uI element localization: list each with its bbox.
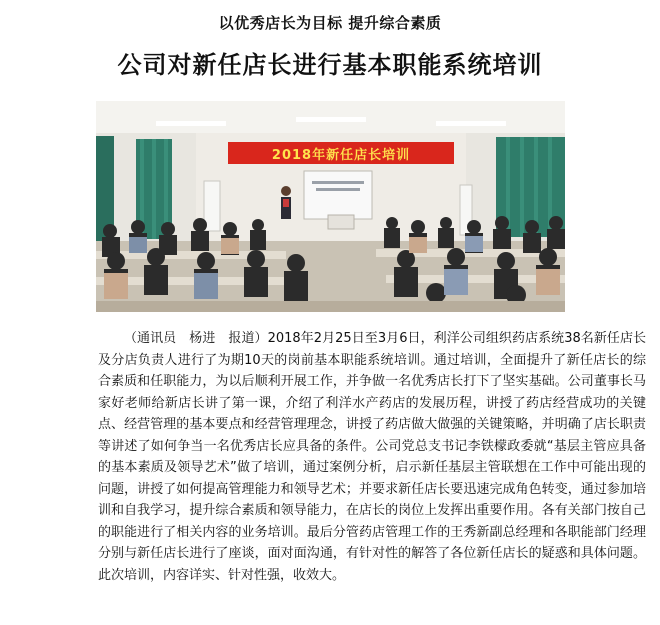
photo-banner-text: 2018年新任店长培训 bbox=[271, 147, 411, 163]
article-subtitle: 以优秀店长为目标 提升综合素质 bbox=[218, 14, 442, 32]
article-body: （通讯员 杨进 报道）2018年2月25日至3月6日，利洋公司组织药店系统38名新任店长及分店负责人进行了为期10天的岗前基本职能系统培训。通过培训，全面提升了新任店长的综合素质和任职能力，为以后顺利开展工作，并争做一名优秀店长打下了坚实基础。公司董事长马家好老师给新店长讲了第一课，介绍了利洋水产药店的发展历程，讲授了药店经营成功的关键点、经营管理的基本要点和经营管理理念，讲授了药店做大做强的关键策略，并明确了店长职责等讲述了如何争当一名优秀店长应具备的条件。公司党总支书记李铁檬政委就“基层主管应具备的基本素质及领导艺术”做了培训，通过案例分析，启示新任基层主管联想在工作中可能出现的问题，讲授了如何提高管理能力和领导艺术；并要求新任店长要迅速完成角色转变，通过参加培训和自我学习，提升综合素质和领导能力，在店长的岗位上发挥出重要作用。各有关部门按自己的职能进行了相关内容的业务培训。最后分管药店管理工作的王秀新副总经理和各职能部门经理分别与新任店长进行了座谈，面对面沟通，有针对性的解答了各位新任店长的疑惑和具体问题。此次培训，内容详实、针对性强，收效大。 bbox=[98, 331, 646, 583]
photo-banner bbox=[228, 142, 454, 164]
article-headline: 公司对新任店长进行基本职能系统培训 bbox=[117, 51, 543, 79]
training-photo bbox=[96, 101, 565, 312]
